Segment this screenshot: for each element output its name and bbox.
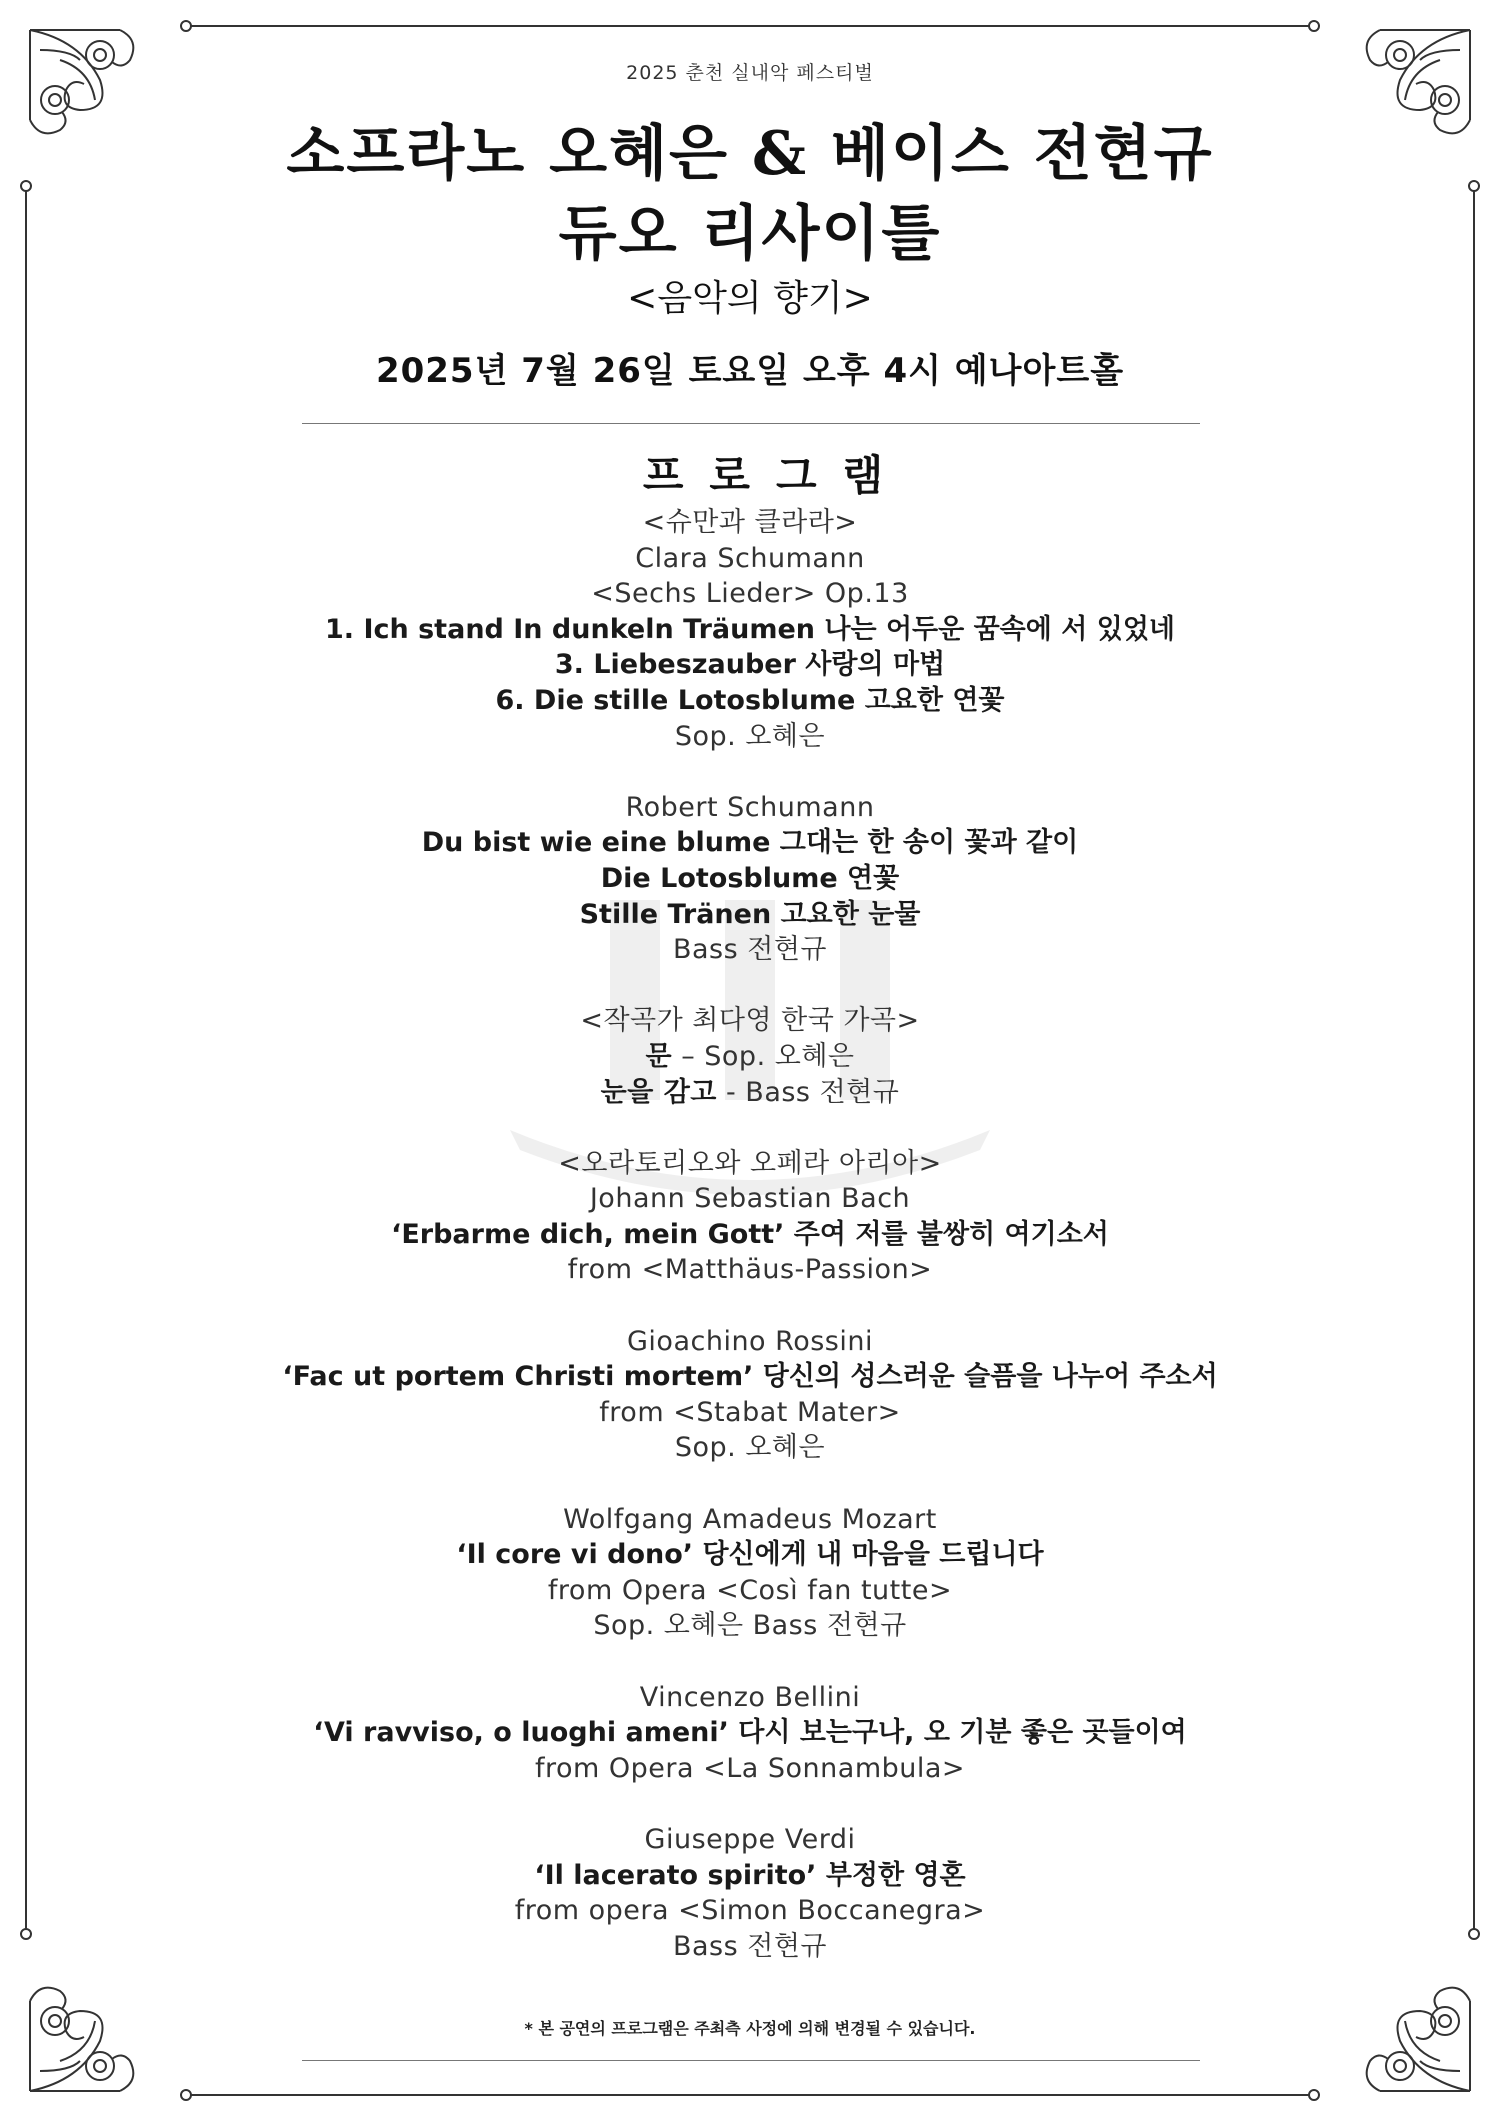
song-title: ‘Erbarme dich, mein Gott’ 주여 저를 불쌍히 여기소서 <box>391 1218 1109 1250</box>
program-line: <오라토리오와 오페라 아리아> <box>558 1147 942 1179</box>
program-line <box>0 1039 1500 1075</box>
song-title: Du bist wie eine blume 그대는 한 송이 꽃과 같이 <box>421 827 1079 859</box>
song-title: ‘Il lacerato spirito’ 부정한 영혼 <box>534 1859 966 1891</box>
program-heading: 프로그램 <box>642 451 910 500</box>
program-line: Wolfgang Amadeus Mozart <box>563 1503 937 1535</box>
program-spacer <box>0 968 1500 1004</box>
recital-subtitle: <음악의 향기> <box>627 278 873 319</box>
program-list <box>0 505 1500 1964</box>
song-title: 3. Liebeszauber 사랑의 마법 <box>554 649 946 681</box>
song-title: 6. Die stille Lotosblume 고요한 연꽃 <box>495 684 1005 716</box>
program-line: <작곡가 최다영 한국 가곡> <box>580 1005 920 1037</box>
program-line: from Opera <Così fan tutte> <box>547 1574 953 1606</box>
performer: - Bass 전현규 <box>716 1076 900 1108</box>
program-line <box>0 1075 1500 1111</box>
program-line: Bass 전현규 <box>672 934 828 966</box>
program-line: Gioachino Rossini <box>627 1325 873 1357</box>
program-line: from <Stabat Mater> <box>599 1396 901 1428</box>
program-line: from Opera <La Sonnambula> <box>534 1752 966 1784</box>
recital-title-line2: 듀오 리사이틀 <box>558 199 942 269</box>
program-line: Vincenzo Bellini <box>639 1681 861 1713</box>
program-line: from opera <Simon Boccanegra> <box>514 1895 986 1927</box>
program-line: from <Matthäus-Passion> <box>567 1254 933 1286</box>
program-line: Giuseppe Verdi <box>644 1823 856 1855</box>
program-line: Johann Sebastian Bach <box>589 1183 911 1215</box>
program-line: Bass 전현규 <box>672 1930 828 1962</box>
program-spacer <box>0 1644 1500 1680</box>
footnote: * 본 공연의 프로그램은 주최측 사정에 의해 변경될 수 있습니다. <box>524 2019 976 2038</box>
program-spacer <box>0 1110 1500 1146</box>
program-spacer <box>0 1288 1500 1324</box>
program-line: <슈만과 클라라> <box>642 507 858 538</box>
divider-top <box>302 423 1200 424</box>
song-title: 1. Ich stand In dunkeln Träumen 나는 어두운 꿈속에 서 있었네 <box>325 613 1175 645</box>
song-title: ‘Fac ut portem Christi mortem’ 당신의 성스러운 슬픔을 나누어 주소서 <box>282 1361 1218 1393</box>
song-title: ‘Vi ravviso, o luoghi ameni’ 다시 보는구나, 오 기분 좋은 곳들이여 <box>313 1717 1187 1749</box>
program-line: Sop. 오혜은 <box>674 720 826 752</box>
song-title: Stille Tränen 고요한 눈물 <box>579 898 921 930</box>
song-title: ‘Il core vi dono’ 당신에게 내 마음을 드립니다 <box>456 1539 1044 1571</box>
song-title: 눈을 감고 <box>600 1076 717 1108</box>
recital-title-line1: 소프라노 오혜은 & 베이스 전현규 <box>286 119 1214 189</box>
song-title: 문 <box>645 1040 673 1072</box>
performance-datetime: 2025년 7월 26일 토요일 오후 4시 예나아트홀 <box>375 351 1125 391</box>
program-line: <Sechs Lieder> Op.13 <box>591 578 909 610</box>
program-line: Clara Schumann <box>635 542 865 574</box>
song-title: Die Lotosblume 연꽃 <box>600 862 900 894</box>
program-line: Sop. 오혜은 Bass 전현규 <box>593 1610 907 1642</box>
program-spacer <box>0 1786 1500 1822</box>
divider-bottom <box>302 2060 1200 2061</box>
performer: – Sop. 오혜은 <box>672 1040 855 1072</box>
program-line: Sop. 오혜은 <box>674 1432 826 1464</box>
festival-name: 2025 춘천 실내악 페스티벌 <box>626 62 874 84</box>
program-spacer <box>0 754 1500 790</box>
program-spacer <box>0 1466 1500 1502</box>
program-line: Robert Schumann <box>625 791 875 823</box>
